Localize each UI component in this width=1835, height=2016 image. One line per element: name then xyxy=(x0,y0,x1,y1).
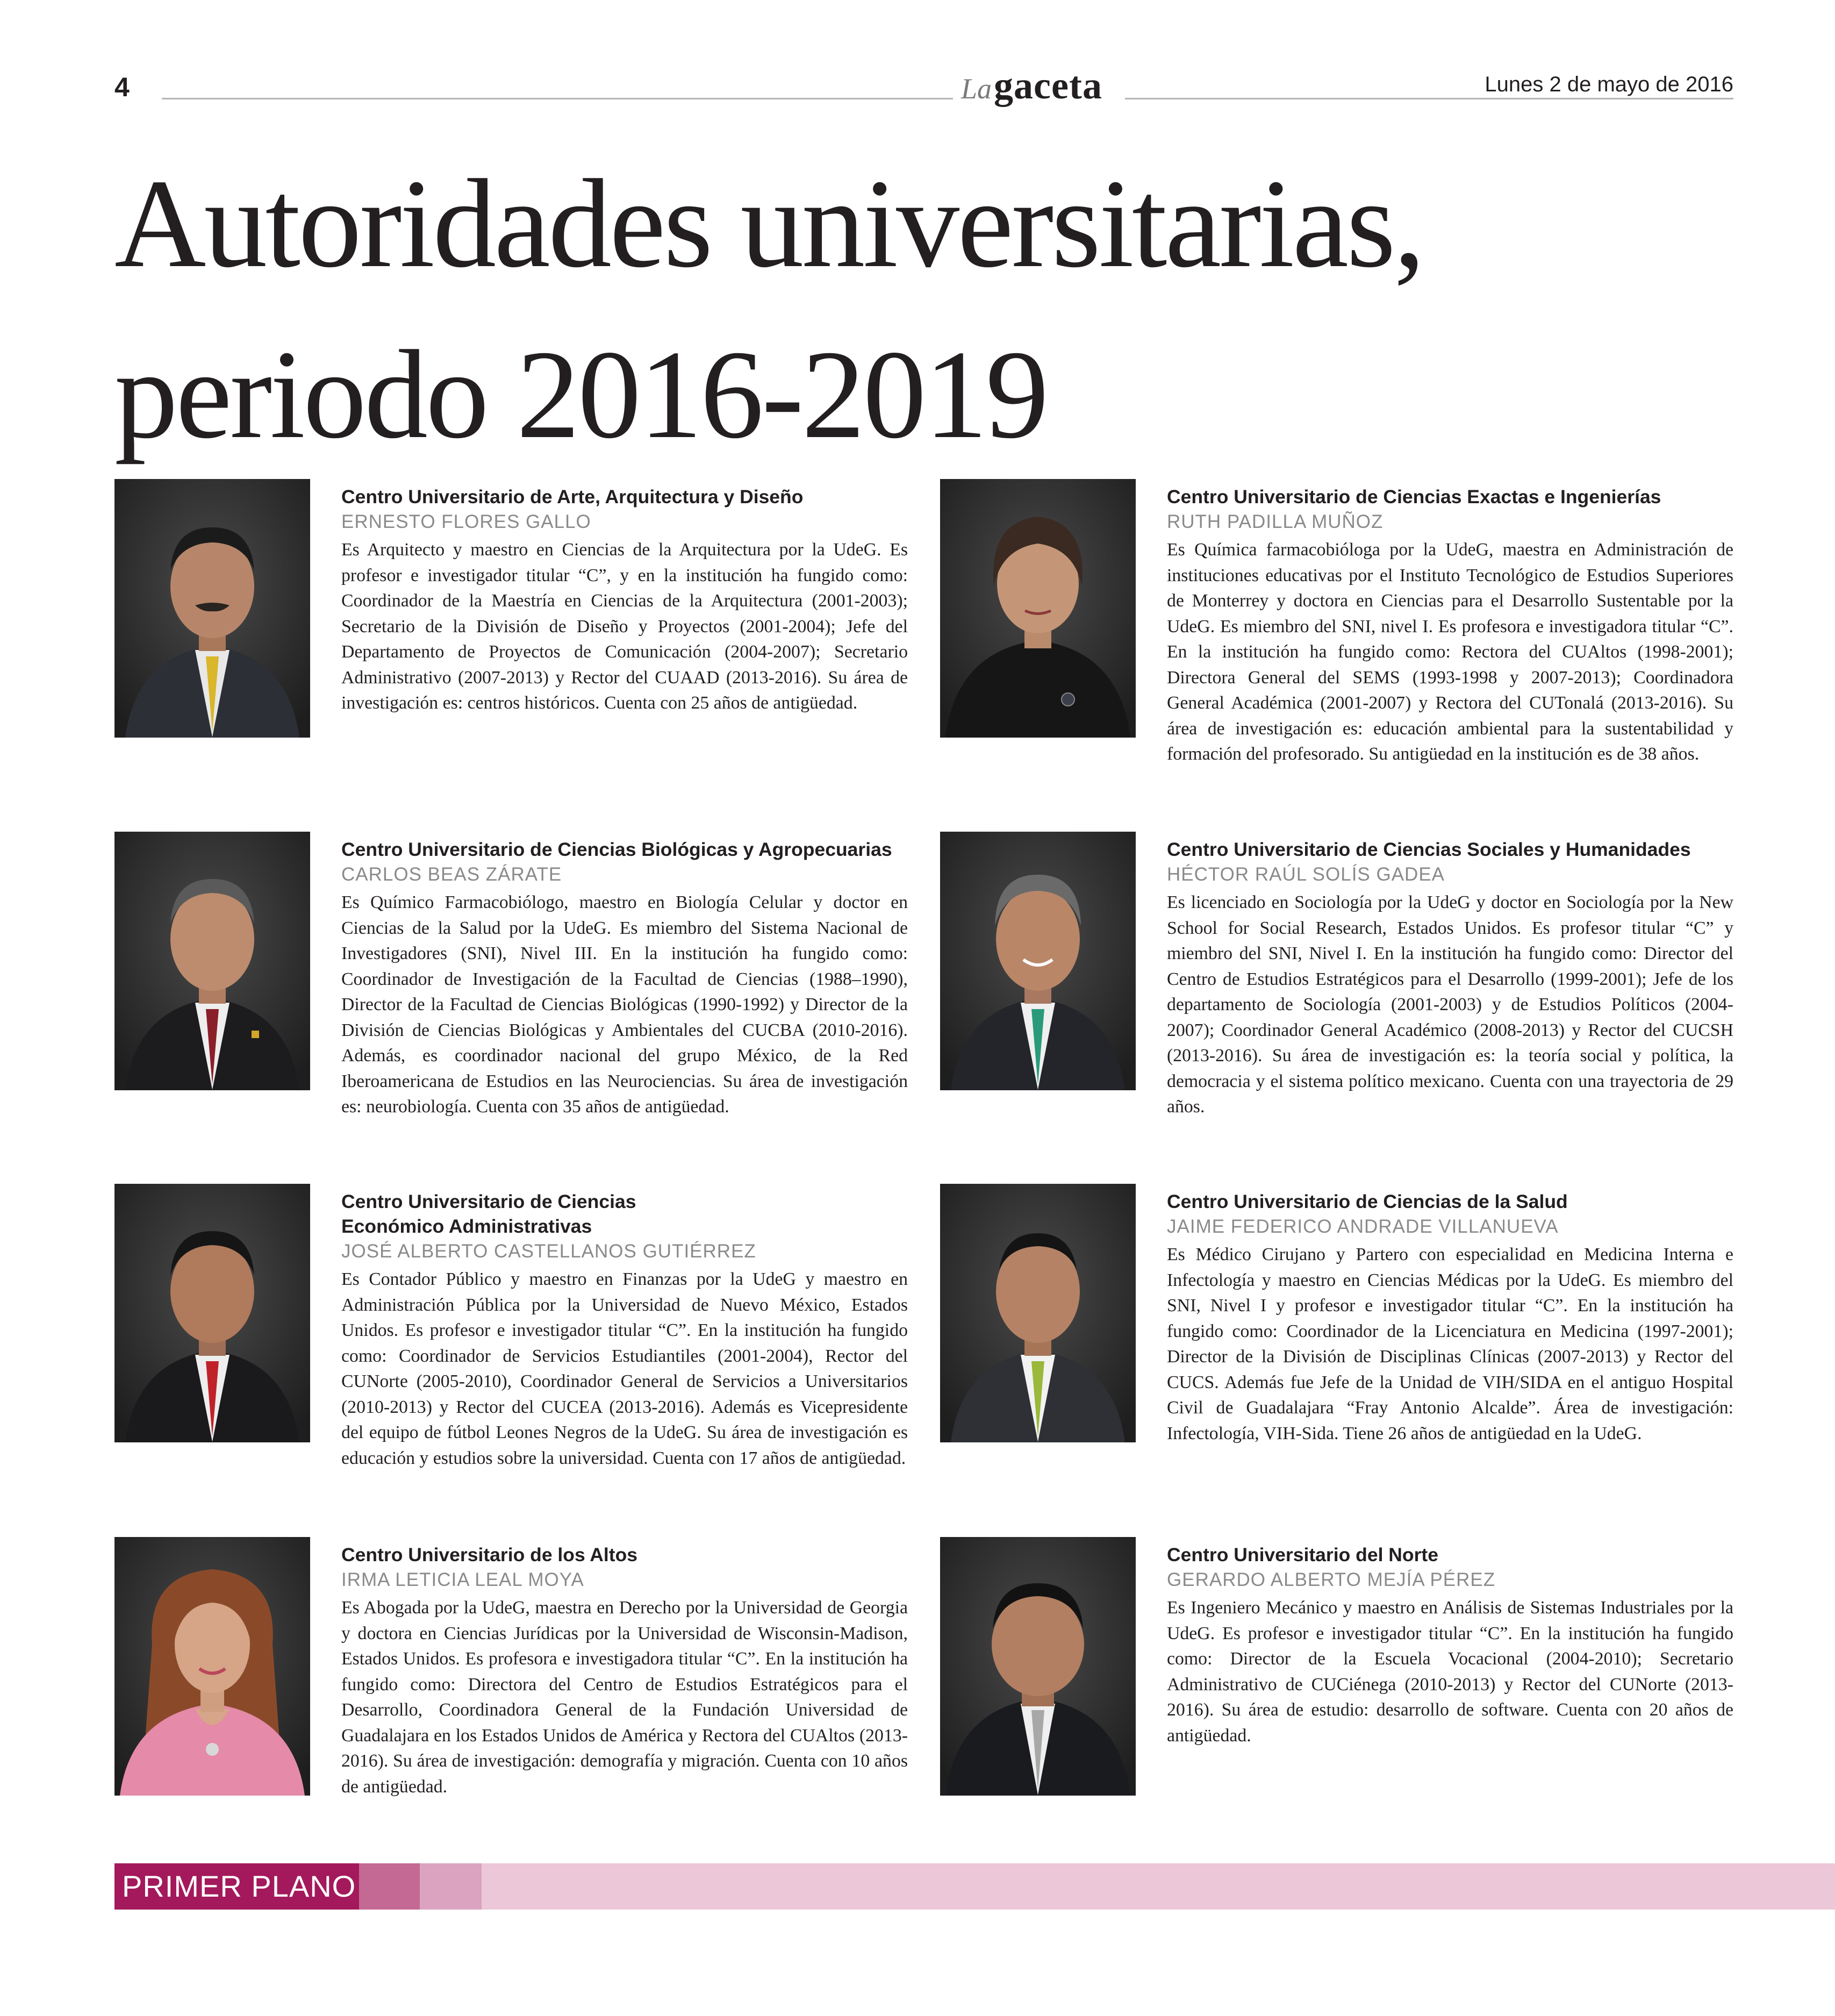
portrait-photo xyxy=(940,479,1136,738)
center-name-line: Centro Universitario de Arte, Arquitectura y Diseño xyxy=(341,486,804,507)
section-footer-bar xyxy=(114,1863,1835,1910)
center-name-line: Económico Administrativas xyxy=(341,1216,592,1237)
portrait-woman-black-top xyxy=(940,479,1136,738)
person-name: CARLOS BEAS ZÁRATE xyxy=(341,864,562,885)
profile-card xyxy=(940,1537,1733,1860)
biography: Es Químico Farmacobiólogo, maestro en Biología Celular y doctor en Ciencias de la Salud por la UdeG. Es miembro del Sistema Nacional de Investigadores (SNI), Nivel III. En la institución ha fungido como: Coordinador de Investigación de la Facultad de Ciencias (1988–1990), Director de la Facultad de Ciencias Biológicas (1990-1992) y Director de la División de Ciencias Biológicas y Ambientales del CUCBA (2010-2016). Además, es coordinador nacional del grupo México, de la Red Iberoamericana de Estudios en las Neurociencias. Su área de investigación es: neurobiología. Cuenta con 35 años de antigüedad. xyxy=(341,892,908,1117)
center-name-line: Centro Universitario de Ciencias Sociales y Humanidades xyxy=(1167,839,1691,860)
person-name: RUTH PADILLA MUÑOZ xyxy=(1167,511,1384,532)
portrait-man-red-tie xyxy=(114,832,310,1090)
profile-card xyxy=(114,1184,908,1506)
portrait-photo xyxy=(114,832,310,1090)
biography: Es licenciado en Sociología por la UdeG y doctor en Sociología por la New School for Social Research, Estados Unidos. Es profesor titular “C” y miembro del SNI, Nivel I. En la institución ha fungido como: Director del Centro de Estudios Estratégicos para el Desarrollo (1999-2001); Jefe de los departamento de Sociología (2001-2003) y de Estudios Políticos (2004-2007); Coordinador General Académico (2008-2013) y Rector del CUCSH (2013-2016). Su área de investigación es: la teoría social y política, la democracia y el sistema político mexicano. Cuenta con una trayectoria de 29 años. xyxy=(1167,892,1733,1117)
headline-line-2: periodo 2016-2019 xyxy=(114,325,1047,465)
center-name xyxy=(1167,1189,1733,1214)
person-name: ERNESTO FLORES GALLO xyxy=(341,511,591,532)
portrait-man-green-striped-tie xyxy=(940,1184,1136,1442)
biography: Es Médico Cirujano y Partero con especialidad en Medicina Interna e Infectología y maestro en Ciencias Médicas por la UdeG. Es miembro del SNI, Nivel I y profesor e investigador titular “C”. En la institución ha fungido como: Coordinador de la Licenciatura en Medicina (1997-2001); Director de la División de Disciplinas Clínicas (2007-2013) y Rector del CUCS. Además fue Jefe de la Unidad de VIH/SIDA en el antiguo Hospital Civil de Guadalajara “Fray Antonio Alcalde”. Área de investigación: Infectología, VIH-Sida. Tiene 26 años de antigüedad en la UdeG. xyxy=(1167,1245,1733,1443)
biography: Es Contador Público y maestro en Finanzas por la UdeG y maestro en Administración Pública por la Universidad de Nuevo México, Estados Unidos. Es profesor e investigador titular “C”. En la institución ha fungido como: Coordinador de Servicios Estudiantiles (2001-2004), Rector del CUNorte (2005-2010), Coordinador General de Servicios a Universitarios (2010-2013) y Rector del CUCEA (2013-2016). Además es Vicepresidente del equipo de fútbol Leones Negros de la UdeG. Su área de investigación es educación y estudios sobre la universidad. Cuenta con 17 años de antigüedad. xyxy=(341,1269,908,1468)
page-number: 4 xyxy=(114,72,130,102)
person-name: GERARDO ALBERTO MEJÍA PÉREZ xyxy=(1167,1569,1496,1590)
portrait-photo xyxy=(940,1184,1136,1442)
masthead-name: gaceta xyxy=(994,64,1102,107)
center-name-line: Centro Universitario de Ciencias Biológicas y Agropecuarias xyxy=(341,839,892,860)
section-label: PRIMER PLANO xyxy=(122,1869,356,1903)
publication-date: Lunes 2 de mayo de 2016 xyxy=(1485,73,1733,96)
profile-card xyxy=(940,479,1733,802)
footer-bar-segment xyxy=(359,1863,420,1910)
page-header xyxy=(114,64,1733,112)
headline xyxy=(114,139,1733,481)
center-name-line: Centro Universitario de Ciencias Exactas e Ingenierías xyxy=(1167,486,1661,507)
footer-bar-segment xyxy=(420,1863,482,1910)
biography: Es Arquitecto y maestro en Ciencias de la Arquitectura por la UdeG. Es profesor e investigador titular “C”, y en la institución ha fungido como: Coordinador de la Maestría en Ciencias de la Arquitectura (2001-2003); Secretario de la División de Diseño y Proyectos (2001-2004); Jefe del Departamento de Proyectos de Comunicación (2004-2007); Secretario Administrativo (2007-2013) y Rector del CUAAD (2013-2016). Su área de investigación es: centros históricos. Cuenta con 25 años de antigüedad. xyxy=(341,540,908,713)
person-name: JOSÉ ALBERTO CASTELLANOS GUTIÉRREZ xyxy=(341,1241,756,1262)
portrait-photo xyxy=(940,1537,1136,1796)
portrait-man-green-tie xyxy=(940,832,1136,1090)
portrait-man-red-tie xyxy=(114,1184,310,1442)
headline-line-1: Autoridades universitarias, xyxy=(114,154,1423,294)
center-name-line: Centro Universitario del Norte xyxy=(1167,1544,1438,1565)
portrait-photo xyxy=(114,479,310,738)
portrait-photo xyxy=(940,832,1136,1090)
center-name-line: Centro Universitario de los Altos xyxy=(341,1544,638,1565)
biography: Es Ingeniero Mecánico y maestro en Análisis de Sistemas Industriales por la UdeG. Es profesor e investigador titular “C”. En la institución ha fungido como: Director de la Escuela Vocacional (2004-2010); Secretario Administrativo de CUCiénega (2010-2013) y Rector del CUNorte (2013-2016). Su área de estudio: desarrollo de software. Cuenta con 20 años de antigüedad. xyxy=(1167,1598,1733,1746)
person-name: JAIME FEDERICO ANDRADE VILLANUEVA xyxy=(1167,1216,1559,1237)
center-name xyxy=(341,484,908,509)
center-name xyxy=(1167,837,1733,862)
center-name xyxy=(341,1189,908,1239)
footer-bar-segment xyxy=(482,1863,1835,1910)
center-name xyxy=(341,837,908,862)
center-name xyxy=(1167,484,1733,509)
masthead xyxy=(961,63,1117,108)
profile-card xyxy=(114,479,908,802)
portrait-woman-pink-top xyxy=(114,1537,310,1796)
profile-card xyxy=(940,1184,1733,1506)
biography: Es Química farmacobióloga por la UdeG, maestra en Administración de instituciones educativas por el Instituto Tecnológico de Estudios Superiores de Monterrey y doctora en Ciencias para el Desarrollo Sustentable por la UdeG. Es miembro del SNI, nivel I. Es profesora e investigadora titular “C”. En la institución ha fungido como: Rectora del CUAltos (1998-2001); Directora General del SEMS (1993-1998 y 2007-2013); Coordinadora General Académica (2001-2007) y Rectora del CUTonalá (2013-2016). Su área de investigación es: educación ambiental para la sustentabilidad y formación del profesorado. Su antigüedad en la institución es de 38 años. xyxy=(1167,540,1733,764)
masthead-prefix: La xyxy=(961,73,992,105)
header-rule-left xyxy=(162,98,953,99)
portrait-man-gray-tie xyxy=(940,1537,1136,1796)
center-name-line: Centro Universitario de Ciencias xyxy=(341,1191,636,1212)
portrait-photo xyxy=(114,1537,310,1796)
biography: Es Abogada por la UdeG, maestra en Derecho por la Universidad de Georgia y doctora en Ciencias Jurídicas por la Universidad de Wisconsin-Madison, Estados Unidos. Es profesora e investigadora titular “C”. En la institución ha fungido como: Directora del Centro de Estudios Estratégicos para el Desarrollo, Coordinadora General de la Fundación Universidad de Guadalajara en los Estados Unidos de América y Rectora del CUAltos (2013-2016). Su área de investigación: demografía y migración. Cuenta con 10 años de antigüedad. xyxy=(341,1598,908,1797)
portrait-photo xyxy=(114,1184,310,1442)
center-name xyxy=(1167,1542,1733,1567)
person-name: IRMA LETICIA LEAL MOYA xyxy=(341,1569,584,1590)
portrait-man-yellow-tie xyxy=(114,479,310,738)
profile-card xyxy=(114,832,908,1154)
person-name: HÉCTOR RAÚL SOLÍS GADEA xyxy=(1167,864,1445,885)
profile-card xyxy=(940,832,1733,1154)
profile-card xyxy=(114,1537,908,1860)
center-name-line: Centro Universitario de Ciencias de la Salud xyxy=(1167,1191,1568,1212)
center-name xyxy=(341,1542,908,1567)
header-rule-right xyxy=(1125,98,1733,99)
